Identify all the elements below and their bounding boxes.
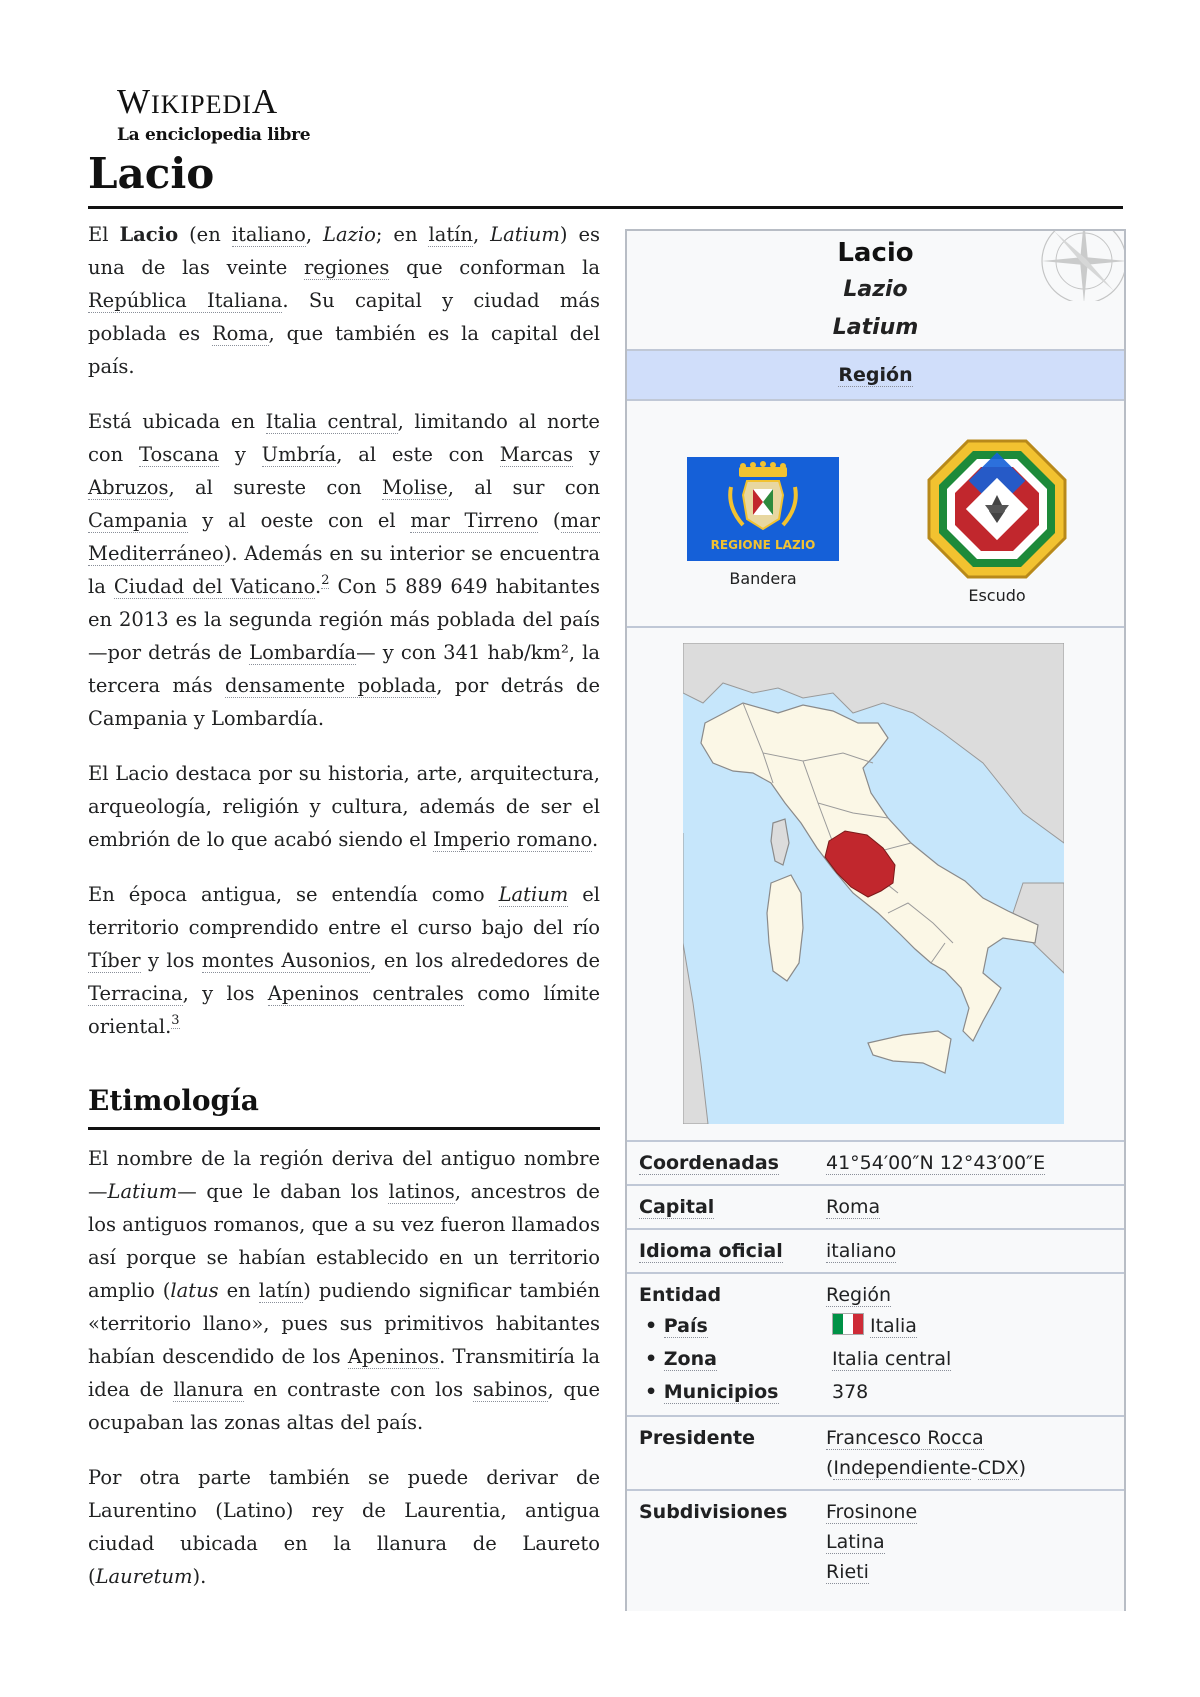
- link-lombardia[interactable]: Lombardía: [249, 641, 357, 664]
- etymology-paragraph-2: Por otra parte también se puede derivar de Laurentino (Latino) rey de Laurentia, antigua ciudad ubicada en la llanura de Laureto (Lauretum).: [88, 1466, 600, 1588]
- link-campania[interactable]: Campania: [88, 509, 188, 532]
- logo-wordmark: WIKIPEDIA: [117, 82, 279, 121]
- municipalities-value: 378: [832, 1381, 869, 1403]
- link-mar-mediterraneo[interactable]: mar Mediterráneo: [88, 509, 600, 565]
- infobox-header: [627, 231, 1124, 349]
- infobox-title: Lacio: [837, 238, 914, 268]
- lazio-flag-image[interactable]: [687, 457, 839, 561]
- link-tiber[interactable]: Tíber: [88, 949, 141, 972]
- link-republica-italiana[interactable]: República Italiana: [88, 289, 283, 312]
- section-heading-etimologia: Etimología: [88, 1084, 259, 1117]
- lazio-coat-of-arms-image[interactable]: [927, 439, 1067, 579]
- row-country: • País Italia: [645, 1315, 917, 1337]
- link-sabinos[interactable]: sabinos: [472, 1378, 548, 1401]
- coat-of-arms-caption: Escudo: [968, 586, 1026, 605]
- row-subdivisions: [627, 1491, 1124, 1593]
- page-title: Lacio: [88, 149, 215, 198]
- link-umbria[interactable]: Umbría: [261, 443, 337, 466]
- section-divider: [88, 1127, 600, 1130]
- capital-label[interactable]: Capital: [639, 1196, 715, 1218]
- link-roma[interactable]: Roma: [211, 322, 269, 345]
- infobox-type: [627, 349, 1124, 401]
- president-label: Presidente: [639, 1427, 755, 1449]
- president-name[interactable]: Francesco Rocca: [826, 1427, 984, 1449]
- italy-flag-icon: [832, 1313, 864, 1335]
- row-official-language: [627, 1230, 1124, 1274]
- subdivisions-label: Subdivisiones: [639, 1501, 788, 1523]
- link-italia-central[interactable]: Italia central: [265, 410, 398, 433]
- link-abruzos[interactable]: Abruzos: [88, 476, 169, 499]
- reference-3[interactable]: 3: [171, 1012, 180, 1028]
- link-regiones[interactable]: regiones: [303, 256, 390, 279]
- row-president: Presidente Francesco Rocca (Independiente-CDX): [627, 1417, 1124, 1491]
- infobox-name-italian: Lazio: [843, 277, 908, 302]
- compass-rose-icon: [1024, 231, 1124, 301]
- coordinates-value[interactable]: 41°54′00″N 12°43′00″E: [826, 1152, 1046, 1174]
- coordinates-label[interactable]: Coordenadas: [639, 1152, 779, 1174]
- logo-tagline: La enciclopedia libre: [117, 125, 311, 145]
- link-molise[interactable]: Molise: [382, 476, 448, 499]
- link-toscana[interactable]: Toscana: [139, 443, 220, 466]
- link-terracina[interactable]: Terracina: [88, 982, 183, 1005]
- official-language-label[interactable]: Idioma oficial: [639, 1240, 783, 1262]
- row-capital: [627, 1186, 1124, 1230]
- entity-value[interactable]: Región: [826, 1284, 892, 1306]
- official-language-value[interactable]: italiano: [826, 1240, 897, 1262]
- link-latin[interactable]: latín: [428, 223, 473, 246]
- municipalities-label[interactable]: Municipios: [663, 1381, 779, 1403]
- link-region[interactable]: Región: [838, 364, 913, 386]
- row-entity: [627, 1274, 1124, 1417]
- link-apeninos-centrales[interactable]: Apeninos centrales: [267, 982, 464, 1005]
- infobox-symbols: [627, 401, 1124, 628]
- flag-caption: Bandera: [729, 569, 797, 588]
- entity-label: Entidad: [639, 1284, 722, 1306]
- link-latin-2[interactable]: latín: [258, 1279, 304, 1302]
- italy-location-map[interactable]: [683, 643, 1064, 1124]
- link-latinos[interactable]: latinos: [388, 1180, 455, 1203]
- row-coordinates: [627, 1142, 1124, 1186]
- row-zone: • Zona Italia central: [645, 1348, 952, 1370]
- intro-paragraph-3: El Lacio destaca por su historia, arte, arquitectura, arqueología, religión y cultura, además de ser el embrión de lo que acabó siendo el Imperio romano.: [88, 762, 600, 851]
- link-apeninos[interactable]: Apeninos: [347, 1345, 440, 1368]
- wikipedia-logo[interactable]: [117, 84, 310, 145]
- infobox: [625, 229, 1126, 1611]
- subdivision-link[interactable]: Latina: [826, 1531, 885, 1553]
- subdivision-link[interactable]: Rieti: [826, 1561, 869, 1583]
- capital-value[interactable]: Roma: [826, 1196, 881, 1218]
- zone-value[interactable]: Italia central: [832, 1348, 952, 1370]
- infobox-map: [627, 628, 1124, 1142]
- country-value[interactable]: Italia: [870, 1315, 917, 1337]
- article-body: [88, 218, 600, 1615]
- link-densamente-poblada[interactable]: densamente poblada: [225, 674, 437, 697]
- intro-paragraph-1: El Lacio (en italiano, Lazio; en latín, Latium) es una de las veinte regiones que conforman la República Italiana. Su capital y ciudad más poblada es Roma, que también es la capital del país.: [88, 223, 600, 378]
- reference-2[interactable]: 2: [321, 572, 330, 588]
- intro-paragraph-2: Está ubicada en Italia central, limitando al norte con Toscana y Umbría, al este con Marcas y Abruzos, al sureste con Molise, al sur con Campania y al oeste con el mar Tirreno (mar Mediterráneo). Además en su interior se encuentra la Ciudad del Vaticano.$^2$ Con 5 889 649 habitantes en 2013 es la segunda región más poblada del país —por detrás de Lombardía— y con 341 hab/km², la tercera más densamente poblada, por detrás de Campania y Lombardía.: [88, 410, 601, 730]
- link-mar-tirreno[interactable]: mar Tirreno: [410, 509, 539, 532]
- link-llanura[interactable]: llanura: [173, 1378, 244, 1401]
- infobox-name-latin: Latium: [832, 315, 919, 340]
- link-ciudad-del-vaticano[interactable]: Ciudad del Vaticano: [113, 575, 315, 598]
- president-coalition-link[interactable]: CDX: [977, 1457, 1019, 1479]
- link-latium[interactable]: Latium: [498, 883, 569, 906]
- subdivision-link[interactable]: Frosinone: [826, 1501, 918, 1523]
- etymology-paragraph-1: El nombre de la región deriva del antiguo nombre —Latium— que le daban los latinos, ancestros de los antiguos romanos, que a su vez fueron llamados así porque se habían establecido en un territorio amplio (latus en latín) pudiendo significar también «territorio llano», pues sus primitivos habitantes habían descendido de los Apeninos. Transmitiría la idea de llanura en contraste con los sabinos, que ocupaban las zonas altas del país.: [88, 1147, 601, 1434]
- link-italiano[interactable]: italiano: [231, 223, 306, 246]
- link-imperio-romano[interactable]: Imperio romano: [433, 828, 592, 851]
- intro-paragraph-4: En época antigua, se entendía como Latium el territorio comprendido entre el curso bajo del río Tíber y los montes Ausonios, en los alrededores de Terracina, y los Apeninos centrales como límite oriental.$^3$: [88, 883, 600, 1038]
- country-label[interactable]: País: [663, 1315, 708, 1337]
- link-montes-ausonios[interactable]: montes Ausonios: [201, 949, 371, 972]
- row-municipalities: • Municipios 378: [639, 1376, 1114, 1409]
- link-marcas[interactable]: Marcas: [499, 443, 574, 466]
- flag-text: REGIONE LAZIO: [710, 538, 816, 552]
- zone-label[interactable]: Zona: [663, 1348, 717, 1370]
- president-party-link[interactable]: Independiente: [833, 1457, 971, 1479]
- title-divider: [88, 206, 1123, 209]
